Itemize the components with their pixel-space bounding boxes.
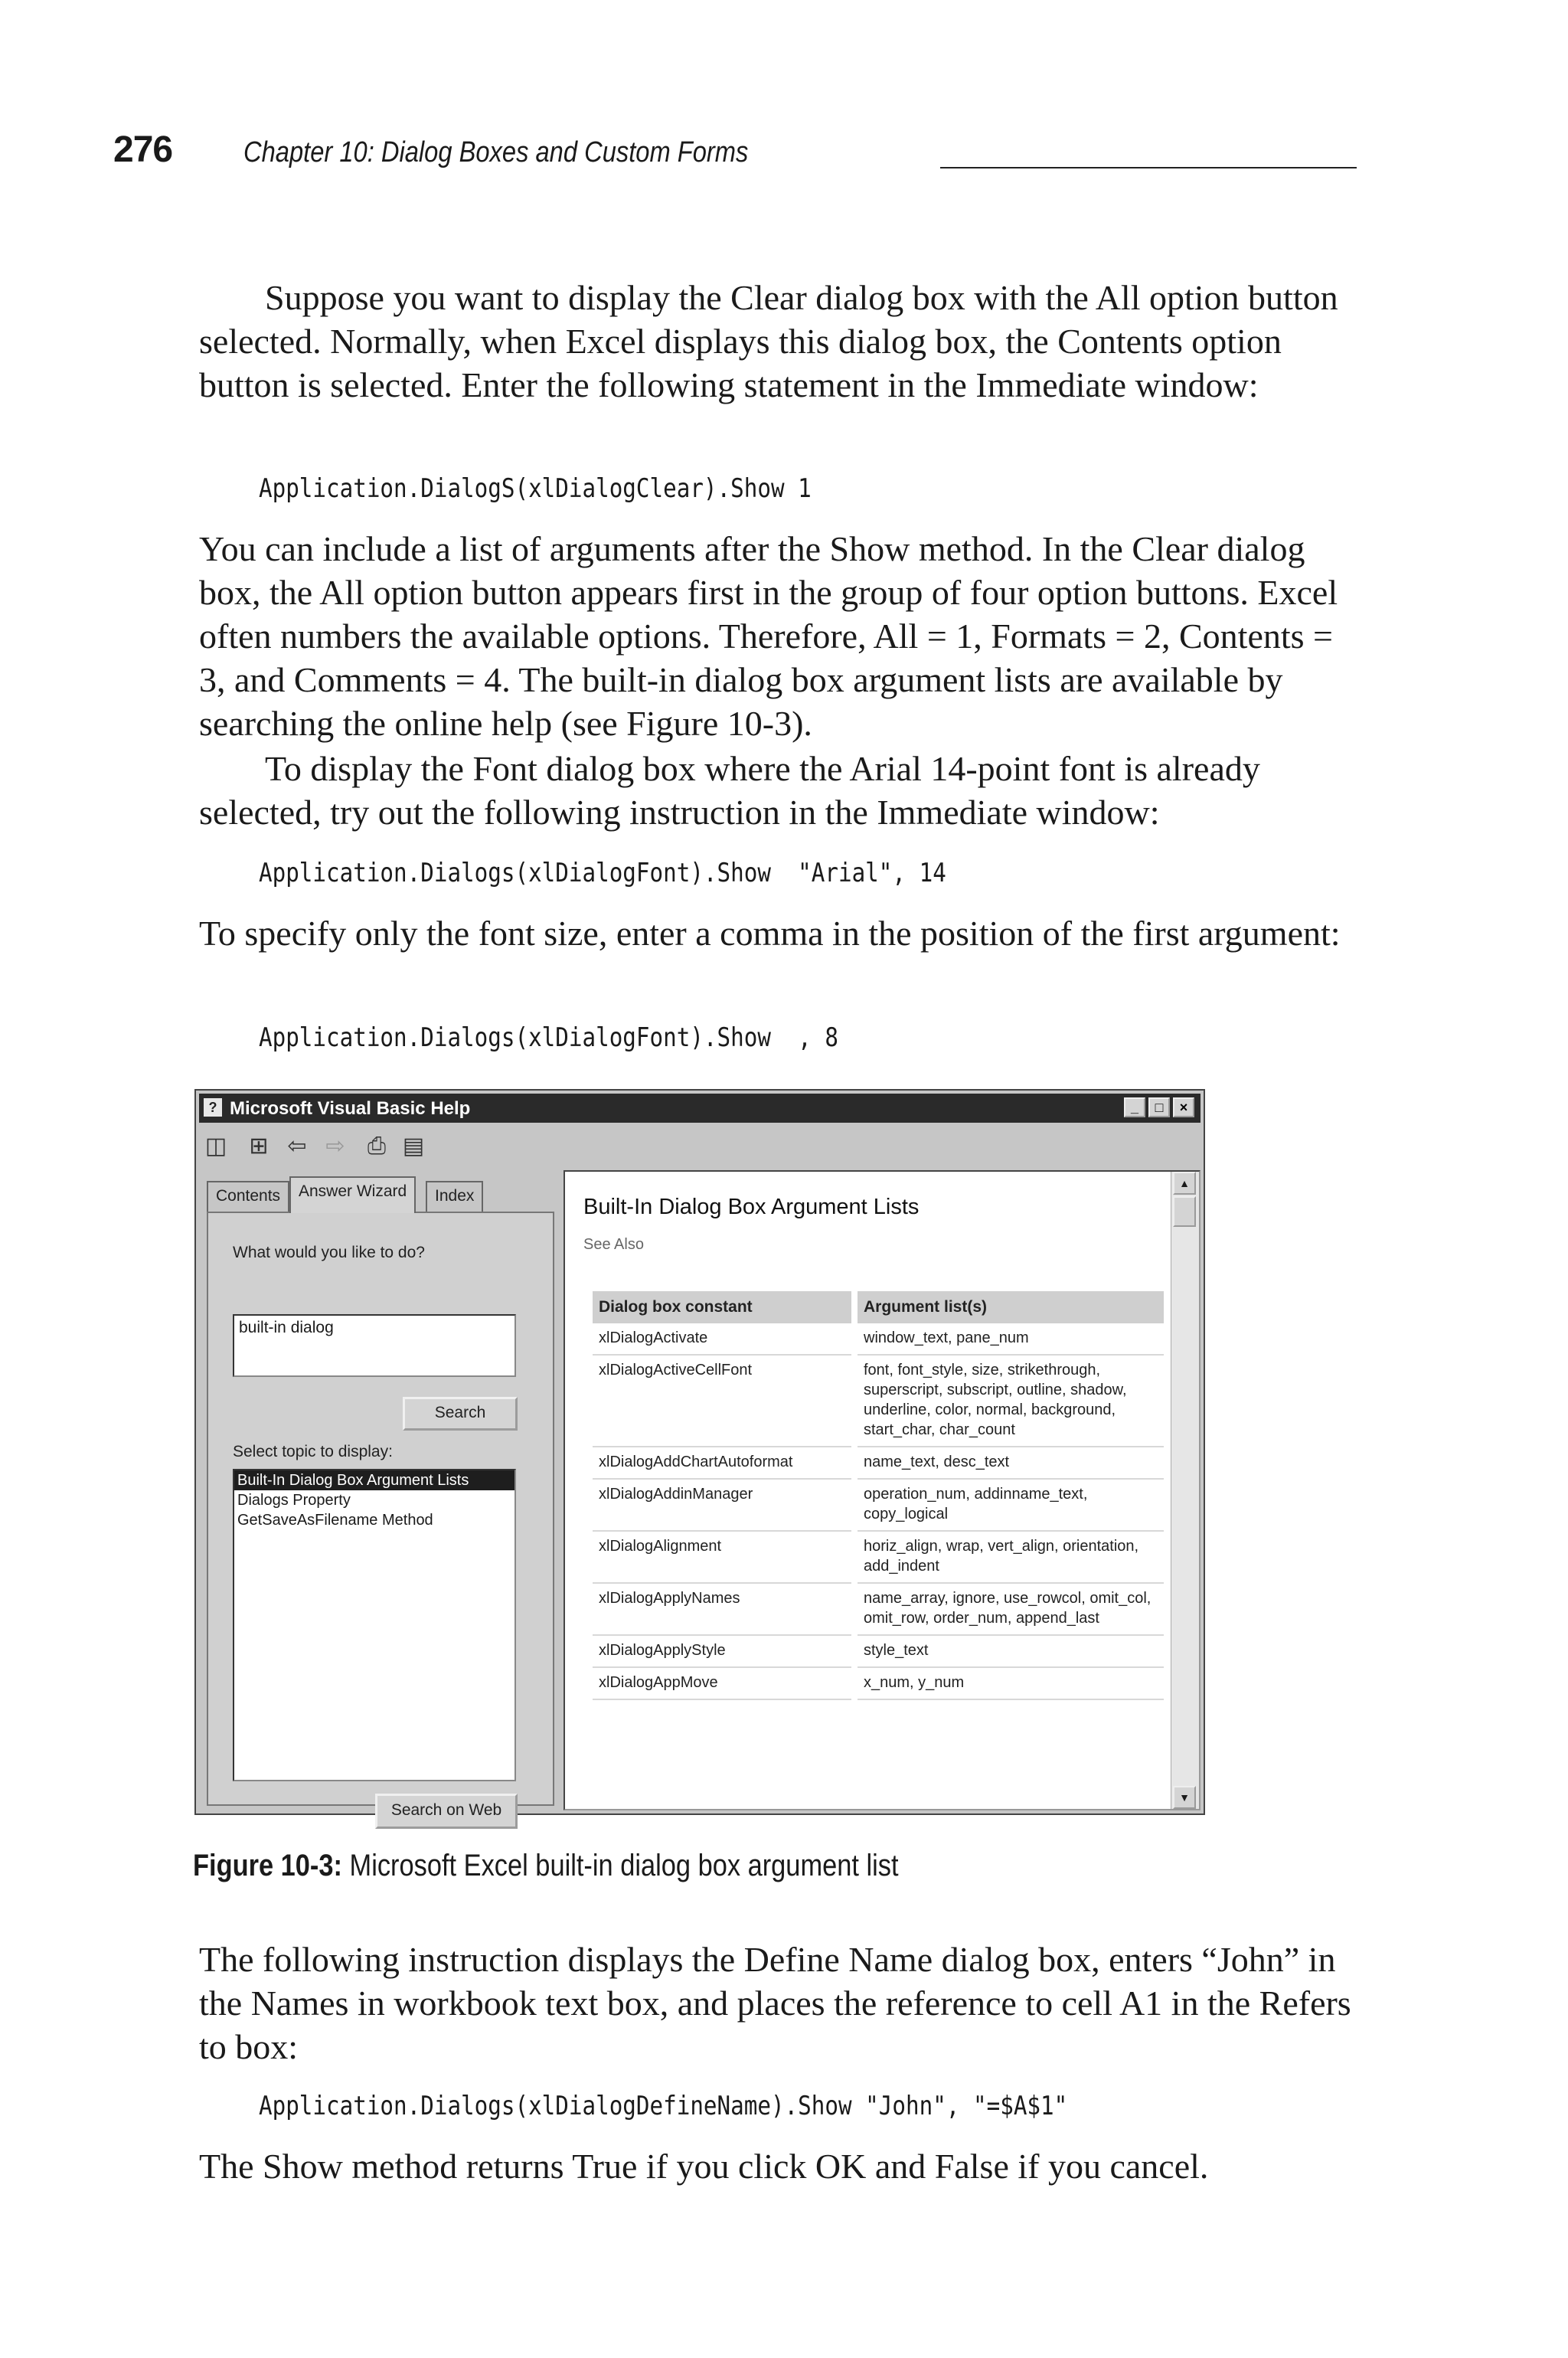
window-title: Microsoft Visual Basic Help [230, 1098, 471, 1119]
args-cell: x_num, y_num [854, 1667, 1164, 1699]
running-header [113, 129, 1357, 178]
table-row [593, 1479, 1164, 1531]
figure-caption [193, 1849, 899, 1883]
code-line-2: Application.Dialogs(xlDialogFont).Show "Arial", 14 [259, 858, 946, 888]
constant-cell: xlDialogAlignment [593, 1531, 854, 1583]
topic-list[interactable] [233, 1469, 516, 1781]
paragraph-1: Suppose you want to display the Clear dialog box with the All option button selected. Normally, when Excel displays this dialog box, the Contents option button is selected. Enter the following statement in the Immediate window: [199, 278, 1338, 404]
args-cell: font, font_style, size, strikethrough, superscript, subscript, outline, shadow, underline, color, normal, background, start_char, char_count [854, 1355, 1164, 1447]
constant-cell: xlDialogActiveCellFont [593, 1355, 854, 1447]
vertical-scrollbar[interactable] [1171, 1172, 1199, 1809]
maximize-icon[interactable]: □ [1148, 1097, 1170, 1117]
page-number: 276 [113, 129, 173, 170]
code-line-4: Application.Dialogs(xlDialogDefineName).Show "John", "=$A$1" [259, 2091, 1068, 2121]
figure-label: Figure 10-3: [193, 1849, 342, 1882]
navigation-pane [199, 1170, 560, 1819]
constant-cell: xlDialogApplyStyle [593, 1635, 854, 1667]
scroll-up-icon[interactable]: ▲ [1173, 1172, 1196, 1195]
locate-icon[interactable]: ⊞ [249, 1133, 269, 1159]
table-row [593, 1583, 1164, 1635]
topic-label: Select topic to display: [233, 1443, 393, 1460]
topic-content-pane [564, 1170, 1200, 1810]
table-row [593, 1355, 1164, 1447]
help-app-icon: ? [204, 1098, 222, 1117]
args-cell: style_text [854, 1635, 1164, 1667]
scroll-down-icon[interactable]: ▼ [1173, 1786, 1196, 1809]
search-on-web-button[interactable]: Search on Web [375, 1794, 518, 1829]
list-item[interactable]: Dialogs Property [237, 1492, 351, 1509]
help-window [194, 1089, 1205, 1819]
constant-cell: xlDialogAddChartAutoformat [593, 1447, 854, 1479]
options-icon[interactable]: ▤ [402, 1133, 425, 1159]
constant-cell: xlDialogAddinManager [593, 1479, 854, 1531]
search-button[interactable]: Search [403, 1397, 518, 1431]
table-row [593, 1447, 1164, 1479]
header-rule [940, 167, 1357, 168]
args-cell: name_array, ignore, use_rowcol, omit_col, omit_row, order_num, append_last [854, 1583, 1164, 1635]
minimize-icon[interactable]: _ [1124, 1097, 1145, 1117]
hide-pane-icon[interactable]: ◫ [204, 1133, 227, 1159]
paragraph-2: You can include a list of arguments after the Show method. In the Clear dialog box, the All option button appears first in the group of four option buttons. Excel often numbers the available options. Therefore, All = 1, Formats = 2, Contents = 3, and Comments = 4. The built-in dialog box argument lists are available by searching the online help (see Figure 10-3). [199, 529, 1338, 743]
see-also-link[interactable]: See Also [583, 1236, 644, 1253]
constant-cell: xlDialogAppMove [593, 1667, 854, 1699]
args-cell: window_text, pane_num [854, 1323, 1164, 1355]
paragraph-6: The Show method returns True if you click OK and False if you cancel. [199, 2147, 1209, 2186]
column-header: Argument list(s) [854, 1291, 1164, 1323]
args-cell: horiz_align, wrap, vert_align, orientation, add_indent [854, 1531, 1164, 1583]
table-row [593, 1531, 1164, 1583]
title-bar [199, 1094, 1200, 1123]
list-item[interactable]: Built-In Dialog Box Argument Lists [234, 1470, 514, 1490]
tab-contents[interactable]: Contents [207, 1181, 289, 1212]
constant-cell: xlDialogApplyNames [593, 1583, 854, 1635]
paragraph-5: The following instruction displays the Define Name dialog box, enters “John” in the Names in workbook text box, and places the reference to cell A1 in the Refers to box: [199, 1940, 1351, 2066]
paragraph-4: To specify only the font size, enter a comma in the position of the first argument: [199, 914, 1341, 953]
args-cell: operation_num, addinname_text, copy_logical [854, 1479, 1164, 1531]
paragraph-3: To display the Font dialog box where the Arial 14-point font is already selected, try out the following instruction in the Immediate window: [199, 749, 1260, 832]
table-row [593, 1667, 1164, 1699]
list-item[interactable]: GetSaveAsFilename Method [237, 1512, 433, 1529]
code-line-1: Application.DialogS(xlDialogClear).Show 1 [259, 473, 812, 504]
print-icon[interactable]: ⎙ [368, 1133, 386, 1159]
table-row [593, 1323, 1164, 1355]
scroll-thumb[interactable] [1173, 1196, 1196, 1227]
table-header-row [593, 1291, 1164, 1323]
constant-cell: xlDialogActivate [593, 1323, 854, 1355]
code-line-3: Application.Dialogs(xlDialogFont).Show , 8 [259, 1022, 838, 1053]
args-cell: name_text, desc_text [854, 1447, 1164, 1479]
table-row [593, 1635, 1164, 1667]
tab-answer-wizard[interactable]: Answer Wizard [289, 1176, 416, 1213]
question-label: What would you like to do? [233, 1244, 425, 1261]
answer-wizard-panel [207, 1212, 554, 1819]
column-header: Dialog box constant [593, 1291, 854, 1323]
back-arrow-icon[interactable]: ⇦ [287, 1133, 307, 1159]
close-icon[interactable]: × [1173, 1097, 1194, 1117]
caption-text: Microsoft Excel built-in dialog box argument list [349, 1849, 899, 1882]
topic-title: Built-In Dialog Box Argument Lists [583, 1195, 920, 1219]
help-toolbar [199, 1126, 1200, 1169]
question-input[interactable]: built-in dialog [233, 1314, 516, 1377]
argument-table [593, 1291, 1164, 1700]
forward-arrow-icon[interactable]: ⇨ [325, 1133, 345, 1159]
tab-index[interactable]: Index [426, 1181, 483, 1212]
chapter-title: Chapter 10: Dialog Boxes and Custom Forms [243, 136, 749, 168]
